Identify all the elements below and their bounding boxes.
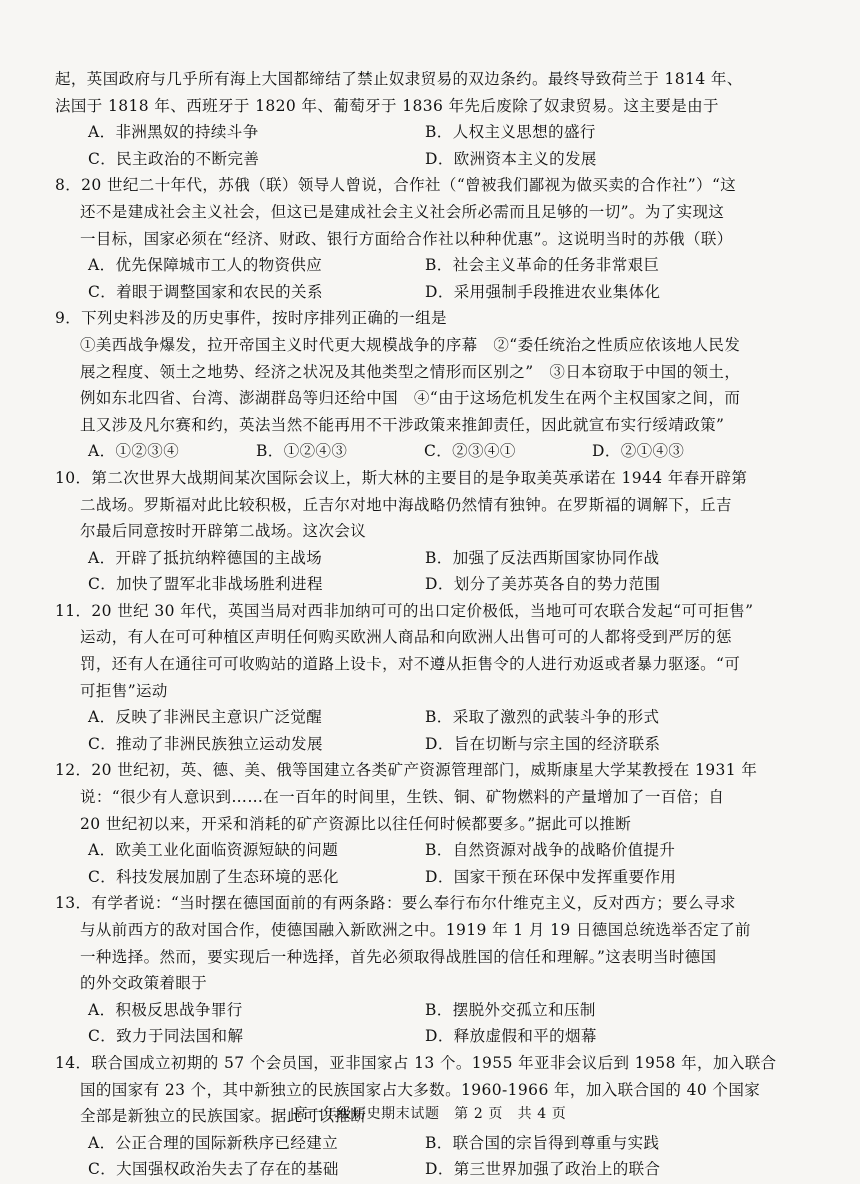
question-text: 一目标，国家必须在“经济、财政、银行方面给合作社以种种优惠”。这说明当时的苏俄（联） (80, 229, 733, 248)
options-row (88, 1156, 800, 1183)
question-text: 可拒售”运动 (80, 681, 168, 700)
option-d: D．释放虚假和平的烟幕 (425, 1027, 597, 1046)
option-c: C．②③④① (424, 442, 516, 461)
question-7 (55, 66, 800, 172)
option-c: C．着眼于调整国家和农民的关系 (88, 282, 323, 301)
option-c: C．加快了盟军北非战场胜利进程 (88, 575, 323, 594)
option-a: A．非洲黑奴的持续斗争 (88, 123, 259, 142)
option-d: D．②①④③ (592, 442, 685, 461)
question-text: 13．有学者说：“当时摆在德国面前的有两条路：要么奉行布尔什维克主义，反对西方；要么寻求 (55, 894, 736, 913)
option-a: A．①②③④ (88, 442, 180, 461)
question-text: 法国于 1818 年、西班牙于 1820 年、葡萄牙于 1836 年先后废除了奴隶贸易。这主要是由于 (55, 96, 719, 115)
option-a: A．开辟了抵抗纳粹德国的主战场 (88, 548, 323, 567)
option-a: A．反映了非洲民主意识广泛觉醒 (88, 708, 323, 727)
option-b: B．社会主义革命的任务非常艰巨 (425, 256, 660, 275)
option-c: C．科技发展加剧了生态环境的恶化 (88, 867, 339, 886)
options-row (88, 837, 800, 864)
option-b: B．人权主义思想的盛行 (425, 123, 596, 142)
option-a: A．欧美工业化面临资源短缺的问题 (88, 841, 339, 860)
option-d: D．欧洲资本主义的发展 (425, 149, 597, 168)
options-row (88, 731, 800, 758)
option-b: B．联合国的宗旨得到尊重与实践 (425, 1133, 660, 1152)
question-11 (55, 598, 800, 758)
option-a: A．积极反思战争罪行 (88, 1000, 243, 1019)
options-row (88, 119, 800, 146)
options-row (88, 571, 800, 598)
question-text: 国的国家有 23 个，其中新独立的民族国家占大多数。1960-1966 年，加入联合国的 40 个国家 (80, 1080, 761, 1099)
options-row (88, 1130, 800, 1157)
option-d: D．采用强制手段推进农业集体化 (425, 282, 661, 301)
question-text: 起，英国政府与几乎所有海上大国都缔结了禁止奴隶贸易的双边条约。最终导致荷兰于 1814 年、 (55, 70, 743, 88)
option-b: B．摆脱外交孤立和压制 (425, 1000, 596, 1019)
option-c: C．大国强权政治失去了存在的基础 (88, 1160, 339, 1179)
options-row (88, 252, 800, 279)
options-row (88, 438, 800, 465)
question-text: 二战场。罗斯福对此比较积极，丘吉尔对地中海战略仍然情有独钟。在罗斯福的调解下，丘吉 (80, 495, 732, 514)
question-text: 且又涉及凡尔赛和约，英法当然不能再用不干涉政策来推卸责任，因此就宣布实行绥靖政策” (80, 415, 725, 434)
options-row (88, 997, 800, 1024)
option-d: D．旨在切断与宗主国的经济联系 (425, 734, 661, 753)
question-text: 说：“很少有人意识到……在一百年的时间里，生铁、铜、矿物燃料的产量增加了一百倍；自 (80, 788, 725, 807)
question-13 (55, 890, 800, 1050)
options-row (88, 279, 800, 306)
options-row (88, 146, 800, 173)
question-text: 尔最后同意按时开辟第二战场。这次会议 (80, 522, 367, 541)
question-text: 运动，有人在可可种植区声明任何购买欧洲人商品和向欧洲人出售可可的人都将受到严厉的惩 (80, 628, 732, 647)
question-text: 8．20 世纪二十年代，苏俄（联）领导人曾说，合作社（“曾被我们鄙视为做买卖的合作社”）“这 (55, 176, 737, 195)
option-a: A．优先保障城市工人的物资供应 (88, 256, 323, 275)
exam-content (55, 66, 800, 1183)
option-d: D．国家干预在环保中发挥重要作用 (425, 867, 677, 886)
options-row (88, 545, 800, 572)
question-text: ①美西战争爆发，拉开帝国主义时代更大规模战争的序幕 ②“委任统治之性质应依该地人民发 (80, 335, 741, 354)
question-10 (55, 465, 800, 598)
question-text: 例如东北四省、台湾、澎湖群岛等归还给中国 ④“由于这场危机发生在两个主权国家之间，而 (80, 389, 741, 408)
options-row (88, 704, 800, 731)
question-text: 全部是新独立的民族国家。据此可以推断 (80, 1107, 367, 1126)
question-text: 20 世纪初以来，开采和消耗的矿产资源比以往任何时候都要多。”据此可以推断 (80, 814, 632, 833)
options-row (88, 1023, 800, 1050)
question-text: 罚，还有人在通往可可收购站的道路上设卡，对不遵从拒售令的人进行劝返或者暴力驱逐。“可 (80, 655, 741, 674)
option-c: C．推动了非洲民族独立运动发展 (88, 734, 323, 753)
question-12 (55, 757, 800, 890)
option-a: A．公正合理的国际新秩序已经建立 (88, 1133, 339, 1152)
question-text: 一种选择。然而，要实现后一种选择，首先必须取得战胜国的信任和理解。”这表明当时德国 (80, 947, 717, 966)
option-b: B．加强了反法西斯国家协同作战 (425, 548, 660, 567)
options-row (88, 864, 800, 891)
question-8 (55, 172, 800, 305)
option-c: C．致力于同法国和解 (88, 1027, 244, 1046)
question-text: 还不是建成社会主义社会，但这已是建成社会主义社会所必需而且足够的一切”。为了实现这 (80, 202, 725, 221)
option-b: B．采取了激烈的武装斗争的形式 (425, 708, 660, 727)
option-d: D．划分了美苏英各自的势力范围 (425, 575, 661, 594)
question-text: 展之程度、领土之地势、经济之状况及其他类型之情形而区别之” ③日本窃取于中国的领土， (80, 362, 741, 381)
question-text: 9．下列史料涉及的历史事件，按时序排列正确的一组是 (55, 309, 447, 328)
question-text: 与从前西方的敌对国合作，使德国融入新欧洲之中。1919 年 1 月 19 日德国总统选举否定了前 (80, 921, 751, 939)
question-text: 的外交政策着眼于 (80, 974, 208, 993)
option-d: D．第三世界加强了政治上的联合 (425, 1160, 661, 1179)
option-c: C．民主政治的不断完善 (88, 149, 260, 168)
page-footer: 高一年级历史期末试题 第 2 页 共 4 页 (293, 1106, 567, 1122)
option-b: B．自然资源对战争的战略价值提升 (425, 841, 676, 860)
question-text: 10．第二次世界大战期间某次国际会议上，斯大林的主要目的是争取美英承诺在 1944 年春开辟第 (55, 468, 748, 487)
question-9 (55, 305, 800, 465)
question-text: 11．20 世纪 30 年代，英国当局对西非加纳可可的出口定价极低，当地可可农联合发起“可可拒售” (55, 601, 754, 620)
question-text: 14．联合国成立初期的 57 个会员国，亚非国家占 13 个。1955 年亚非会议后到 1958 年，加入联合 (55, 1053, 777, 1072)
question-text: 12．20 世纪初，英、德、美、俄等国建立各类矿产资源管理部门，威斯康星大学某教授在 1931 年 (55, 761, 758, 780)
option-b: B．①②④③ (256, 442, 348, 461)
